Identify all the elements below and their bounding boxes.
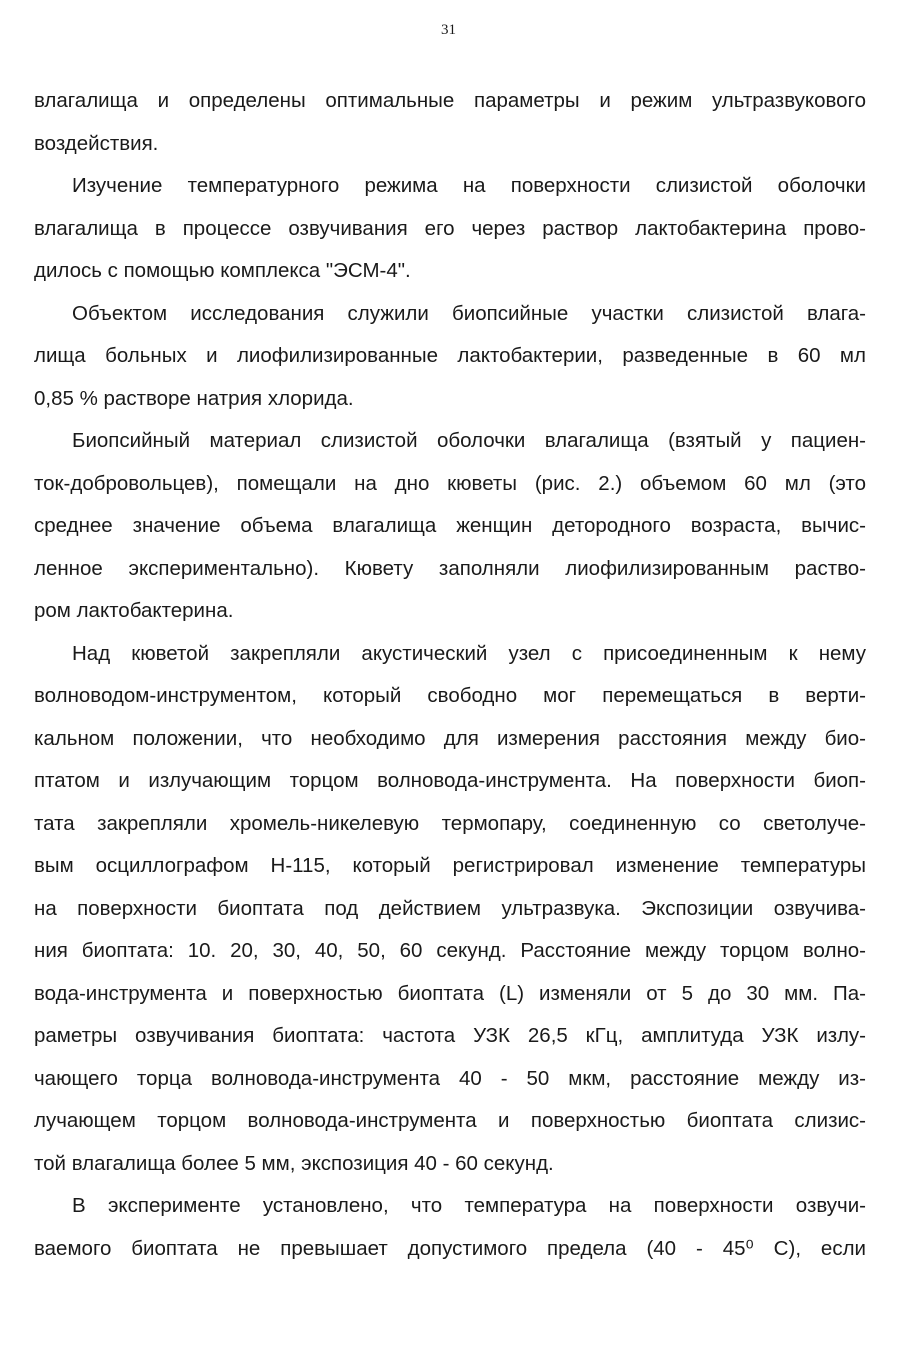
text-line: среднее значение объема влагалища женщин детородного возраста, вычис-: [34, 514, 866, 537]
text-line: волноводом-инструментом, который свободно мог перемещаться в верти-: [34, 684, 866, 707]
text-line: Объектом исследования служили биопсийные участки слизистой влага-: [72, 301, 866, 325]
page-number: 31: [441, 22, 456, 38]
text-line: раметры озвучивания биоптата: частота УЗК 26,5 кГц, амплитуда УЗК излу-: [34, 1024, 866, 1047]
text-line: Биопсийный материал слизистой оболочки влагалища (взятый у пациен-: [72, 429, 866, 452]
text-line: влагалища в процессе озвучивания его через раствор лактобактерина прово-: [34, 216, 866, 240]
text-line: В эксперименте установлено, что температура на поверхности озвучи-: [72, 1194, 866, 1217]
text-line: Над кюветой закрепляли акустический узел с присоединенным к нему: [72, 641, 866, 665]
text-line: лучающем торцом волновода-инструмента и поверхностью биоптата слизис-: [34, 1109, 866, 1132]
text-line: лища больных и лиофилизированные лактобактерии, разведенные в 60 мл: [34, 344, 866, 367]
text-line: вым осциллографом Н-115, который регистрировал изменение температуры: [34, 854, 866, 877]
text-line: ток-добровольцев), помещали на дно кюветы (рис. 2.) объемом 60 мл (это: [34, 471, 866, 495]
text-line: ваемого биоптата не превышает допустимого предела (40 - 45⁰ С), если: [34, 1236, 866, 1260]
document-body: [34, 80, 866, 1270]
text-line: тата закрепляли хромель-никелевую термопару, соединенную со светолуче-: [34, 811, 866, 835]
text-line: дилось с помощью комплекса "ЭСМ-4".: [34, 259, 411, 282]
text-line: ром лактобактерина.: [34, 599, 234, 622]
text-line: ния биоптата: 10. 20, 30, 40, 50, 60 секунд. Расстояние между торцом волно-: [34, 939, 866, 962]
text-line: кальном положении, что необходимо для измерения расстояния между био-: [34, 726, 866, 750]
text-line: ленное экспериментально). Кювету заполняли лиофилизированным раство-: [34, 556, 866, 580]
text-line: на поверхности биоптата под действием ультразвука. Экспозиции озвучива-: [34, 896, 866, 920]
text-line: чающего торца волновода-инструмента 40 - 50 мкм, расстояние между из-: [34, 1066, 866, 1090]
text-line: влагалища и определены оптимальные параметры и режим ультразвукового: [34, 89, 866, 112]
text-line: вода-инструмента и поверхностью биоптата (L) изменяли от 5 до 30 мм. Па-: [34, 981, 866, 1005]
text-line: воздействия.: [34, 131, 159, 155]
text-line: 0,85 % растворе натрия хлорида.: [34, 386, 354, 410]
text-line: той влагалища более 5 мм, экспозиция 40 - 60 секунд.: [34, 1151, 554, 1175]
text-line: Изучение температурного режима на поверхности слизистой оболочки: [72, 174, 866, 197]
text-line: птатом и излучающим торцом волновода-инструмента. На поверхности биоп-: [34, 769, 866, 792]
